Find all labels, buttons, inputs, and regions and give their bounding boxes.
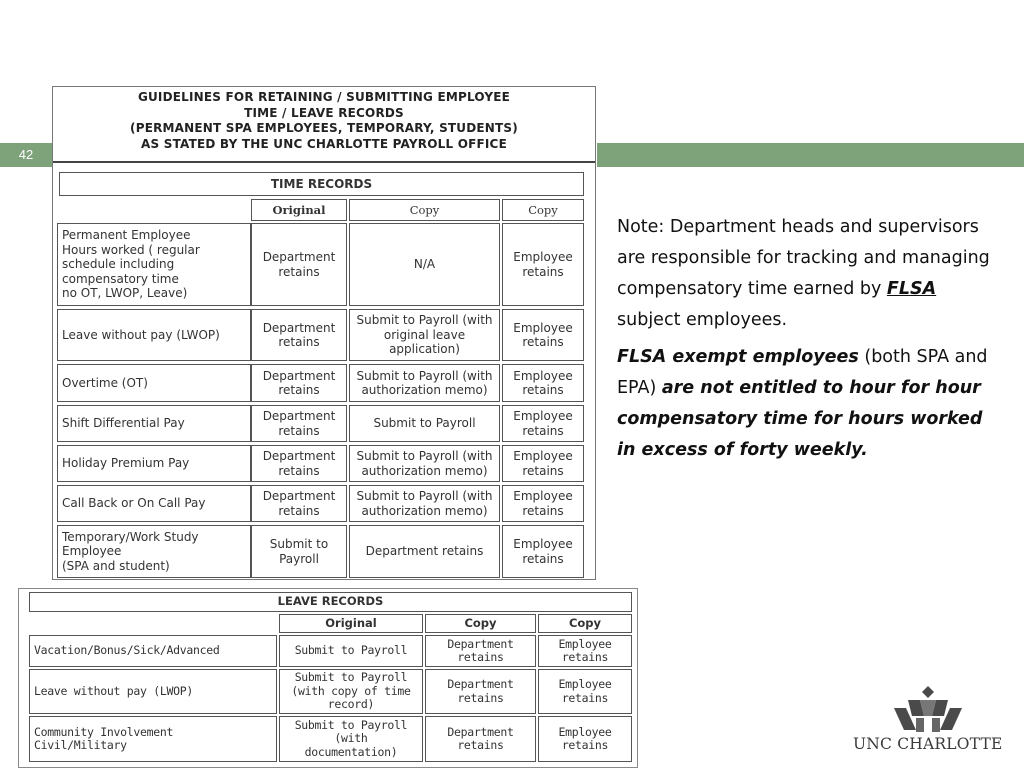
time-cell-original-text: Department retains: [262, 449, 336, 478]
leave-row-label: [29, 716, 277, 762]
column-header-copy-text: Copy: [528, 202, 558, 217]
time-row-label-text: Temporary/Work Study Employee (SPA and student): [62, 529, 199, 573]
column-header-original-text: Original: [325, 615, 377, 630]
time-cell-copy: [502, 364, 584, 402]
time-row-label: [57, 309, 251, 361]
time-cell-copy-text: N/A: [413, 257, 436, 272]
time-cell-original-text: Department retains: [262, 320, 336, 349]
time-row-label: [57, 445, 251, 482]
column-header-copy-text: Copy: [568, 615, 602, 630]
leave-records-document: [18, 588, 638, 768]
time-cell-copy-text: Submit to Payroll (with authorization memo): [356, 449, 493, 478]
leave-records-title: [29, 592, 632, 612]
time-cell-original-text: Department retains: [262, 409, 336, 438]
leave-cell-copy: [538, 669, 632, 714]
time-cell-copy-text: Department retains: [365, 544, 484, 559]
time-cell-copy-text: Submit to Payroll (with original leave application): [356, 313, 493, 357]
time-cell-copy-text: Employee retains: [513, 368, 573, 397]
column-header-copy: [425, 614, 536, 633]
leave-row-label-text: Vacation/Bonus/Sick/Advanced: [34, 643, 220, 658]
time-cell-original-text: Department retains: [262, 250, 336, 279]
slide-number: 42: [18, 147, 34, 162]
time-cell-copy-text: Employee retains: [513, 409, 573, 438]
heading-line: GUIDELINES FOR RETAINING / SUBMITTING EMPLOYEE: [137, 90, 511, 104]
column-header-copy: [538, 614, 632, 633]
leave-cell-copy: [425, 716, 536, 762]
column-header-copy-text: Copy: [464, 615, 497, 630]
time-cell-copy-text: Employee retains: [513, 320, 573, 349]
leave-cell-original-text: Submit to Payroll (with copy of time record): [291, 670, 411, 712]
time-row-label-text: Call Back or On Call Pay: [62, 496, 206, 511]
time-cell-copy: [349, 525, 500, 578]
heading-line: (PERMANENT SPA EMPLOYEES, TEMPORARY, STUDENTS): [130, 121, 518, 135]
time-cell-original: [251, 525, 347, 578]
time-cell-copy: [502, 309, 584, 361]
time-cell-original: [251, 445, 347, 482]
note-text: [617, 212, 997, 472]
flsa-emphasis: FLSA: [886, 279, 937, 299]
time-cell-copy-text: Employee retains: [513, 250, 573, 279]
leave-cell-original-text: Submit to Payroll (with documentation): [294, 717, 408, 759]
flsa-exempt-emphasis: FLSA exempt employees: [617, 347, 859, 367]
time-row-label-text: Shift Differential Pay: [62, 416, 185, 431]
time-cell-original-text: Submit to Payroll: [269, 537, 329, 566]
leave-cell-copy: [538, 635, 632, 667]
leave-row-label-text: Community Involvement Civil/Military: [34, 724, 174, 752]
time-cell-copy: [349, 309, 500, 361]
time-cell-original: [251, 485, 347, 522]
leave-records-title-text: LEAVE RECORDS: [277, 594, 384, 609]
time-cell-copy-text: Submit to Payroll: [373, 416, 476, 431]
column-header-copy-text: Copy: [409, 202, 440, 217]
note-text-part: Note: Department heads and supervisors are responsible for tracking and managing compensatory time earned by: [617, 217, 990, 299]
time-cell-copy: [349, 445, 500, 482]
time-records-title: [59, 172, 584, 196]
time-cell-copy: [502, 445, 584, 482]
time-row-label-text: Permanent Employee Hours worked ( regular schedule including compensatory time no OT, LWOP, Leave): [62, 228, 200, 301]
time-cell-copy: [502, 223, 584, 306]
time-cell-copy-text: Employee retains: [513, 537, 573, 566]
time-cell-copy: [502, 525, 584, 578]
time-row-label: [57, 485, 251, 522]
leave-cell-copy-text: Department retains: [447, 724, 514, 752]
leave-cell-copy: [425, 669, 536, 714]
time-cell-copy: [349, 405, 500, 442]
note-text-part: (both SPA and EPA): [617, 347, 988, 398]
time-row-label: [57, 405, 251, 442]
time-cell-original: [251, 309, 347, 361]
time-cell-original: [251, 405, 347, 442]
time-row-label: [57, 525, 251, 578]
leave-row-label-text: Leave without pay (LWOP): [34, 683, 193, 698]
leave-cell-copy-text: Department retains: [447, 677, 514, 705]
leave-cell-copy-text: Employee retains: [558, 677, 612, 705]
heading-line: AS STATED BY THE UNC CHARLOTTE PAYROLL OFFICE: [141, 136, 507, 151]
time-cell-original-text: Department retains: [262, 489, 336, 518]
time-row-label-text: Overtime (OT): [62, 375, 148, 390]
document-heading: [53, 87, 595, 163]
time-cell-original: [251, 364, 347, 402]
note-paragraph-1: [617, 212, 997, 336]
logo-text: UNC CHARLOTTE: [853, 735, 1003, 753]
leave-cell-copy-text: Employee retains: [558, 724, 612, 752]
note-paragraph-2: [617, 342, 997, 466]
time-records-title-text: TIME RECORDS: [270, 176, 373, 191]
column-header-original: [251, 199, 347, 221]
time-row-label: [57, 223, 251, 306]
time-records-document: [52, 86, 596, 580]
leave-cell-original: [279, 669, 423, 714]
leave-cell-copy-text: Employee retains: [558, 636, 612, 664]
time-cell-copy: [349, 364, 500, 402]
column-header-original-text: Original: [272, 202, 326, 217]
time-cell-copy: [502, 485, 584, 522]
slide-band-right: [597, 143, 1024, 167]
leave-cell-copy: [538, 716, 632, 762]
time-row-label-text: Holiday Premium Pay: [62, 456, 190, 471]
note-text-part: subject employees.: [617, 310, 788, 330]
time-cell-copy-text: Submit to Payroll (with authorization memo): [356, 368, 493, 397]
leave-cell-copy-text: Department retains: [447, 636, 514, 664]
leave-cell-original-text: Submit to Payroll: [294, 643, 408, 658]
time-cell-copy: [502, 405, 584, 442]
heading-line: TIME / LEAVE RECORDS: [244, 105, 404, 120]
time-cell-copy-text: Submit to Payroll (with authorization memo): [356, 489, 493, 518]
leave-row-label: [29, 669, 277, 714]
column-header-copy: [349, 199, 500, 221]
time-row-label: [57, 364, 251, 402]
time-cell-copy: [349, 223, 500, 306]
leave-cell-copy: [425, 635, 536, 667]
not-entitled-emphasis: are not entitled to hour for hour compensatory time for hours worked in excess of forty weekly.: [617, 378, 983, 460]
time-cell-original-text: Department retains: [262, 368, 336, 397]
time-cell-original: [251, 223, 347, 306]
column-header-copy: [502, 199, 584, 221]
time-row-label-text: Leave without pay (LWOP): [62, 327, 220, 342]
leave-row-label: [29, 635, 277, 667]
leave-cell-original: [279, 635, 423, 667]
time-cell-copy-text: Employee retains: [513, 449, 573, 478]
leave-cell-original: [279, 716, 423, 762]
time-cell-copy: [349, 485, 500, 522]
column-header-original: [279, 614, 423, 633]
time-cell-copy-text: Employee retains: [513, 489, 573, 518]
